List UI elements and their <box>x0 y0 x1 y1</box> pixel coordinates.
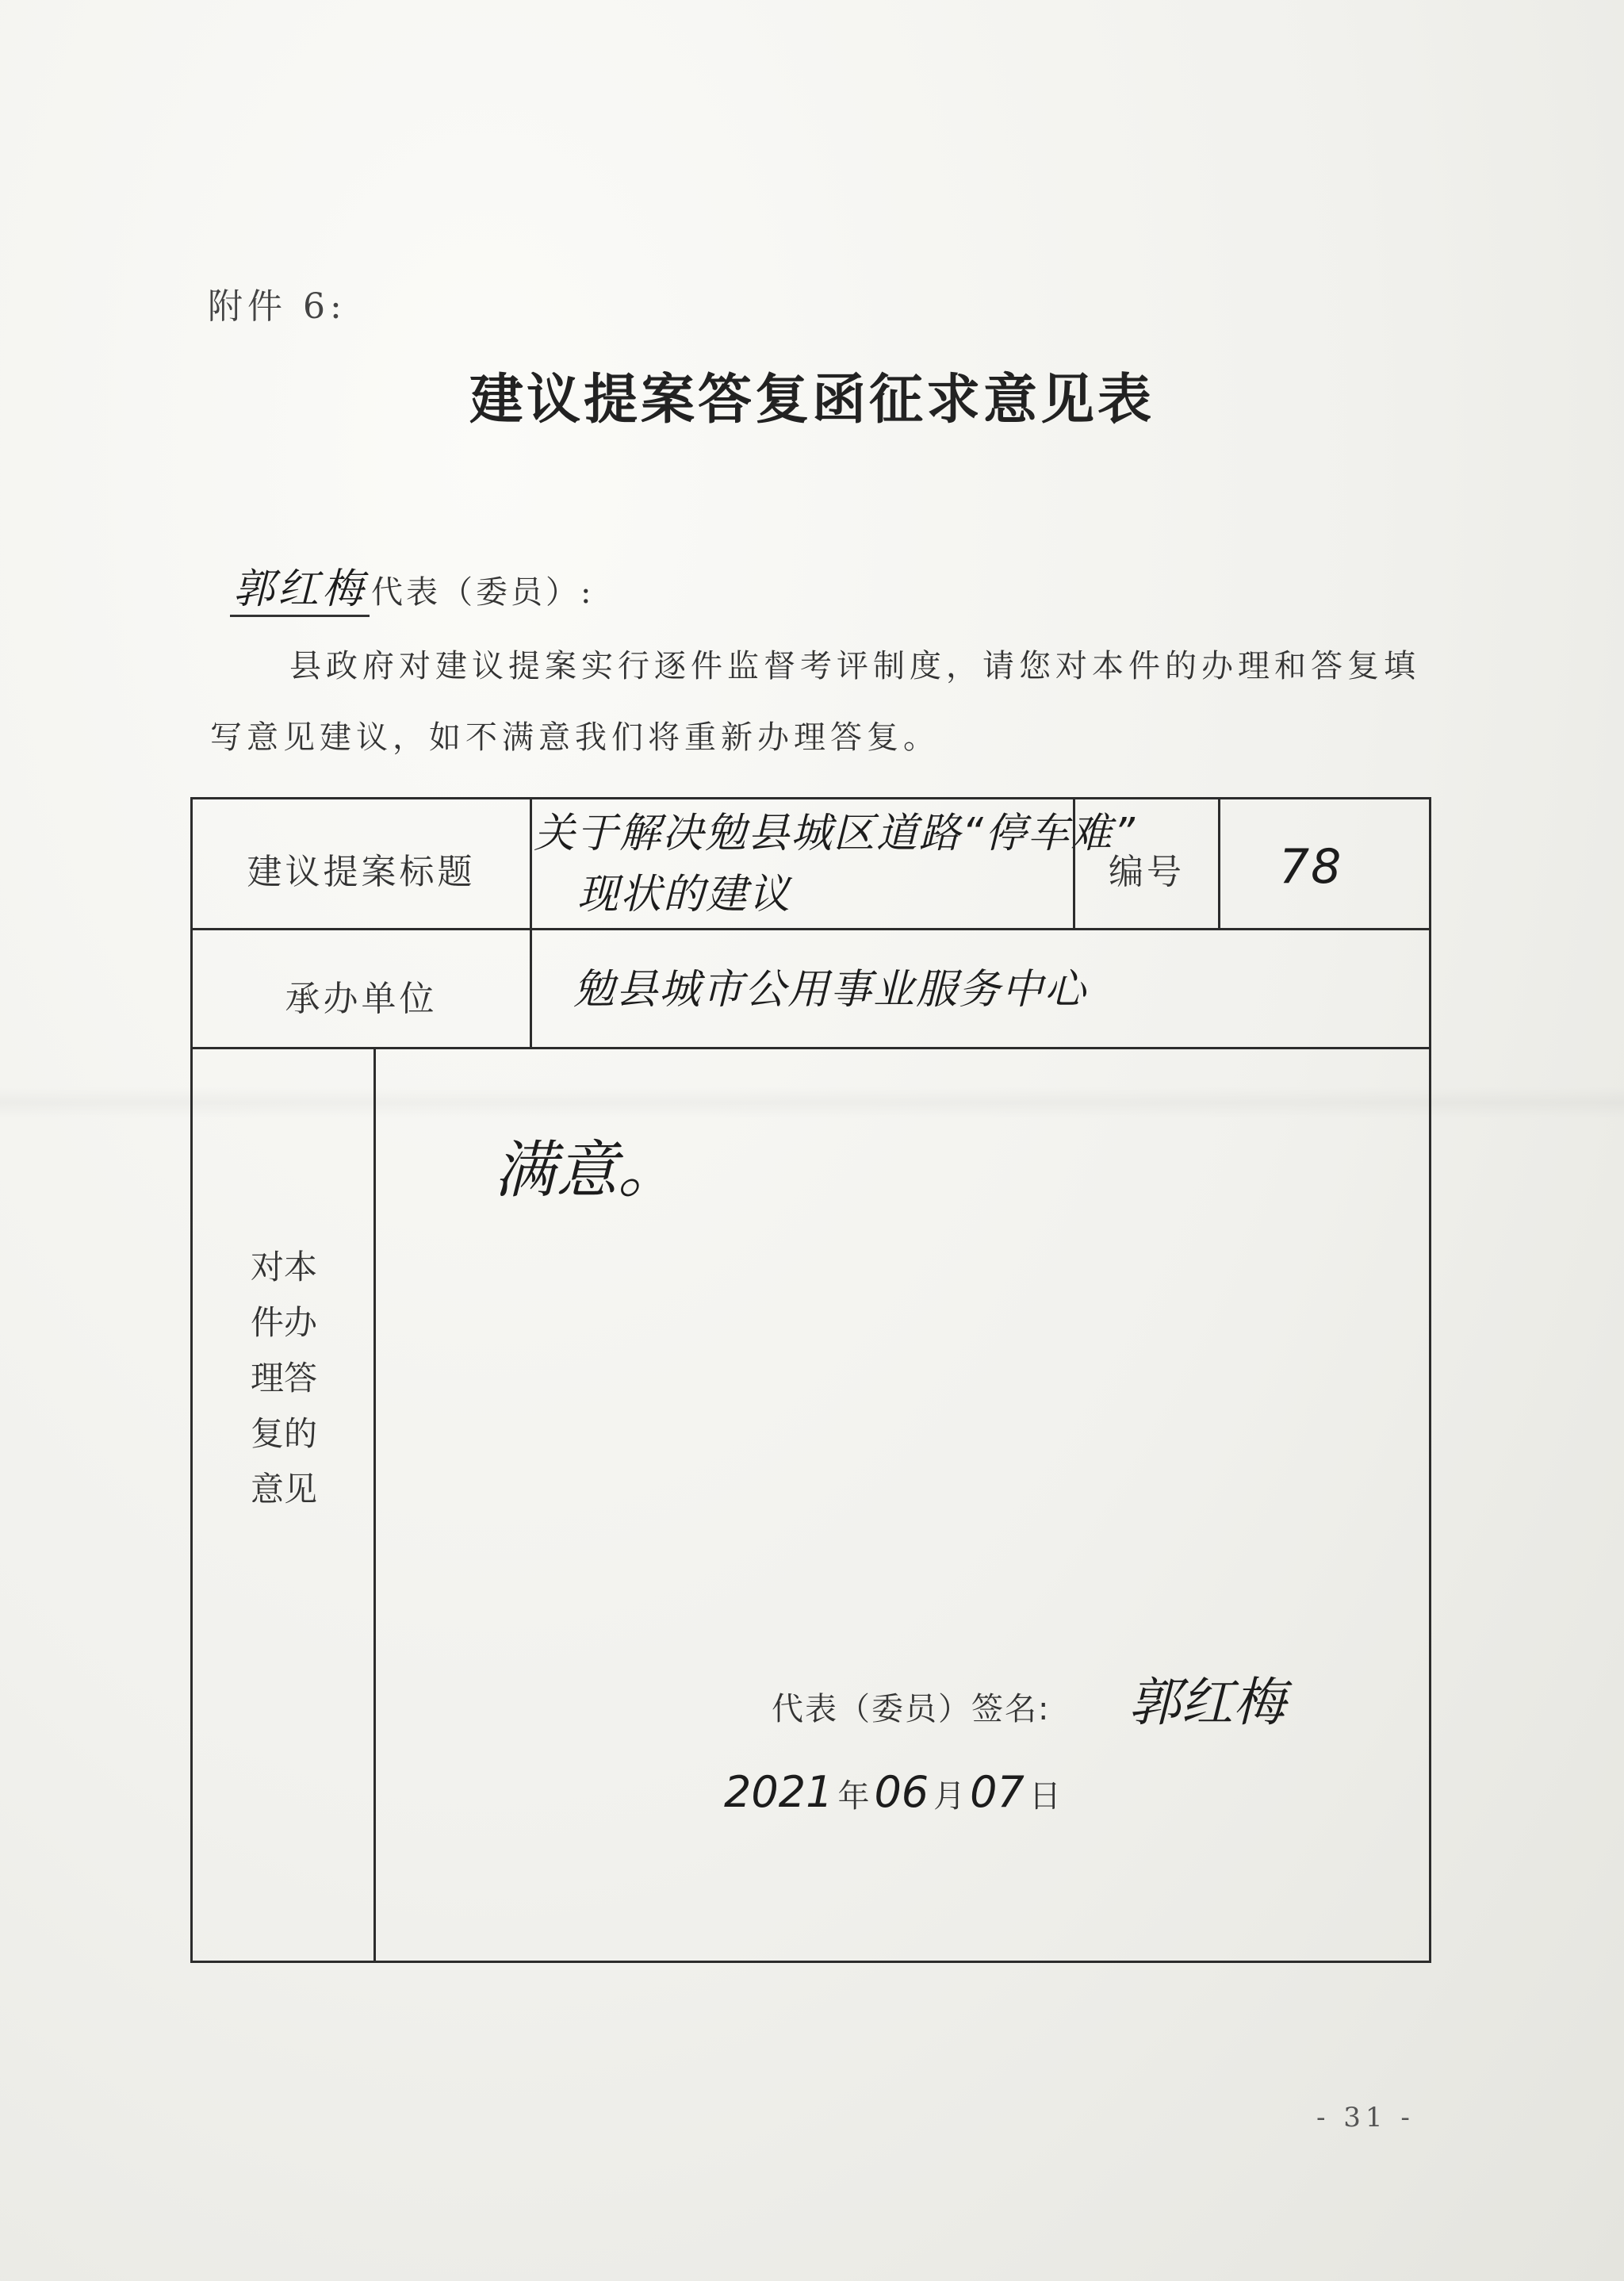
opinion-row <box>193 1049 1429 1963</box>
signature-date <box>724 1767 1066 1817</box>
proposal-title-row <box>193 799 1429 930</box>
row-divider <box>373 1049 376 1963</box>
date-month: 06 <box>874 1767 929 1817</box>
date-month-unit: 月 <box>933 1778 966 1815</box>
proposal-number-value: 78 <box>1279 839 1343 895</box>
signature-label: 代表（委员）签名: <box>772 1691 1051 1727</box>
row-divider <box>1218 799 1220 928</box>
handling-unit-value: 勉县城市公用事业服务中心 <box>573 966 1088 1014</box>
form-title: 建议提案答复函征求意见表 <box>469 368 1155 431</box>
greeting-line <box>230 555 595 617</box>
intro-paragraph: 县政府对建议提案实行逐件监督考评制度，请您对本件的办理和答复填写意见建议，如不满意我们将重新办理答复。 <box>210 648 1420 756</box>
handling-unit-row <box>193 930 1429 1049</box>
date-year-unit: 年 <box>837 1778 870 1815</box>
signature: 郭红梅 <box>1128 1672 1285 1733</box>
opinion-form-table <box>190 797 1431 1963</box>
proposal-title-label: 建议提案标题 <box>247 852 476 892</box>
date-day-unit: 日 <box>1028 1778 1061 1815</box>
greeting-suffix: 代表（委员）: <box>371 574 595 611</box>
handling-unit-label: 承办单位 <box>285 979 438 1019</box>
opinion-label: 对本件办理答复的意见 <box>250 1248 317 1509</box>
row-divider <box>530 799 532 928</box>
proposal-number-label: 编号 <box>1109 852 1185 892</box>
page-number: - 31 - <box>1316 2102 1415 2133</box>
attachment-label: 附件 6: <box>208 286 347 327</box>
representative-name: 郭红梅 <box>230 555 370 617</box>
date-day: 07 <box>970 1767 1025 1817</box>
date-year: 2021 <box>724 1767 833 1817</box>
proposal-title-value-line1: 关于解决勉县城区道路“停车难” <box>534 810 1136 857</box>
opinion-value: 满意。 <box>494 1135 680 1206</box>
proposal-title-value-line2: 现状的建议 <box>577 871 792 918</box>
row-divider <box>530 930 532 1047</box>
